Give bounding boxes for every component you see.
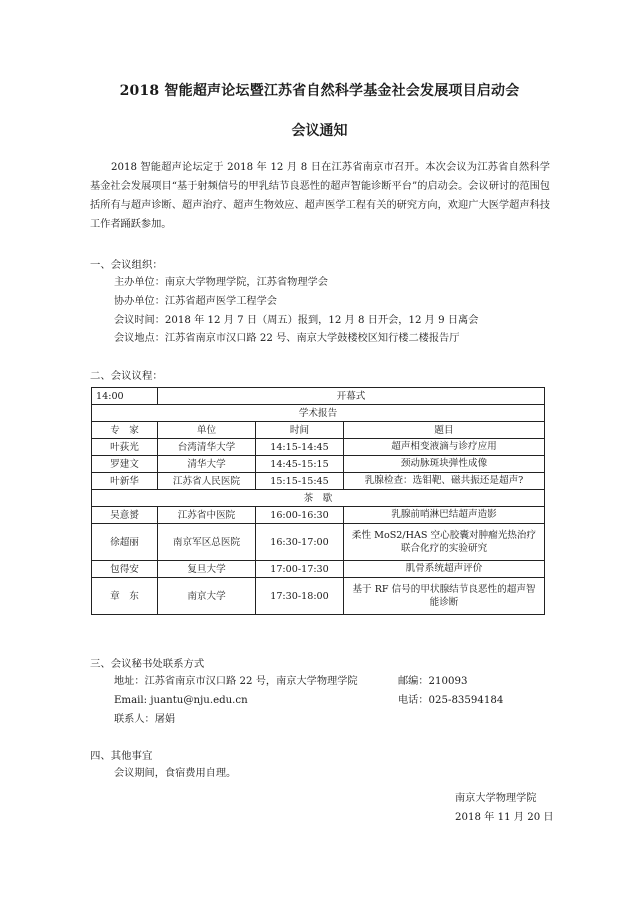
cell-expert: 叶荻光 [92, 439, 158, 456]
section-organization-heading: 一、会议组织： [90, 259, 163, 271]
cell-expert: 吴意赟 [92, 507, 158, 524]
section-agenda-heading: 二、会议议程： [90, 370, 163, 382]
table-row [92, 561, 545, 578]
cell-unit: 江苏省中医院 [158, 507, 256, 524]
section-secretariat-heading: 三、会议秘书处联系方式 [90, 658, 205, 670]
cell-topic: 颈动脉斑块弹性成像 [344, 456, 545, 473]
cell-unit: 江苏省人民医院 [158, 473, 256, 490]
other-note-line: 会议期间，食宿费用自理。 [114, 768, 237, 779]
cell-time: 16:00-16:30 [256, 507, 344, 524]
agenda-table [91, 387, 545, 615]
table-row [92, 388, 545, 405]
signature-date: 2018 年 11 月 20 日 [455, 812, 554, 823]
host-line: 主办单位：南京大学物理学院，江苏省物理学会 [114, 277, 328, 288]
cell-topic: 肌骨系统超声评价 [344, 561, 545, 578]
table-row [92, 405, 545, 422]
cell-topic: 柔性 MoS2/HAS 空心胶囊对肿瘤光热治疗联合化疗的实验研究 [344, 524, 545, 561]
co-host-line: 协办单位：江苏省超声医学工程学会 [114, 296, 277, 307]
header-time: 时间 [256, 422, 344, 439]
postcode-line: 邮编：210093 [398, 676, 468, 687]
table-row [92, 490, 545, 507]
cell-unit: 清华大学 [158, 456, 256, 473]
table-row [92, 507, 545, 524]
phone-line: 电话：025-83594184 [398, 695, 504, 706]
cell-time: 17:30-18:00 [256, 578, 344, 615]
intro-paragraph [90, 158, 550, 234]
cell-unit: 南京大学 [158, 578, 256, 615]
header-topic: 题目 [344, 422, 545, 439]
tea-break-label: 茶 歇 [92, 490, 545, 507]
cell-expert: 罗建文 [92, 456, 158, 473]
contact-person-line: 联系人：屠娟 [114, 714, 176, 725]
document-title: 2018 智能超声论坛暨江苏省自然科学基金社会发展项目启动会 [119, 83, 520, 99]
signature-organization: 南京大学物理学院 [455, 793, 537, 804]
document-subtitle: 会议通知 [291, 123, 348, 139]
cell-unit: 复旦大学 [158, 561, 256, 578]
reports-label: 学术报告 [92, 405, 545, 422]
cell-time: 15:15-15:45 [256, 473, 344, 490]
cell-expert: 徐超丽 [92, 524, 158, 561]
meeting-time-line: 会议时间：2018 年 12 月 7 日（周五）报到，12 月 8 日开会，12 月 9 日离会 [114, 315, 479, 326]
cell-topic: 乳腺前哨淋巴结超声造影 [344, 507, 545, 524]
cell-time: 14:15-14:45 [256, 439, 344, 456]
table-header-row [92, 422, 545, 439]
opening-time: 14:00 [92, 388, 158, 405]
cell-expert: 包得安 [92, 561, 158, 578]
table-row [92, 439, 545, 456]
cell-time: 14:45-15:15 [256, 456, 344, 473]
table-row [92, 456, 545, 473]
address-line: 地址：江苏省南京市汉口路 22 号，南京大学物理学院 [114, 676, 358, 687]
meeting-venue-line: 会议地点：江苏省南京市汉口路 22 号、南京大学鼓楼校区知行楼二楼报告厅 [114, 333, 460, 344]
table-row [92, 473, 545, 490]
cell-expert: 叶新华 [92, 473, 158, 490]
email-line: Email: juantu@nju.edu.cn [114, 695, 248, 706]
cell-topic: 超声相变液滴与诊疗应用 [344, 439, 545, 456]
cell-unit: 南京军区总医院 [158, 524, 256, 561]
cell-expert: 章 东 [92, 578, 158, 615]
cell-time: 17:00-17:30 [256, 561, 344, 578]
cell-topic: 基于 RF 信号的甲状腺结节良恶性的超声智能诊断 [344, 578, 545, 615]
opening-label: 开幕式 [158, 388, 545, 405]
cell-time: 16:30-17:00 [256, 524, 344, 561]
intro-text: 2018 智能超声论坛定于 2018 年 12 月 8 日在江苏省南京市召开。本次会议为江苏省自然科学基金社会发展项目“基于射频信号的甲乳结节良恶性的超声智能诊断平台”的启动会。会议研讨的范围包括所有与超声诊断、超声治疗、超声生物效应、超声医学工程有关的研究方向，欢迎广大医学超声科技工作者踊跃参加。 [90, 162, 550, 230]
cell-topic: 乳腺检查：选钼靶、磁共振还是超声? [344, 473, 545, 490]
table-row [92, 578, 545, 615]
table-row [92, 524, 545, 561]
header-expert: 专 家 [92, 422, 158, 439]
cell-unit: 台湾清华大学 [158, 439, 256, 456]
header-unit: 单位 [158, 422, 256, 439]
section-other-heading: 四、其他事宜 [90, 750, 153, 762]
